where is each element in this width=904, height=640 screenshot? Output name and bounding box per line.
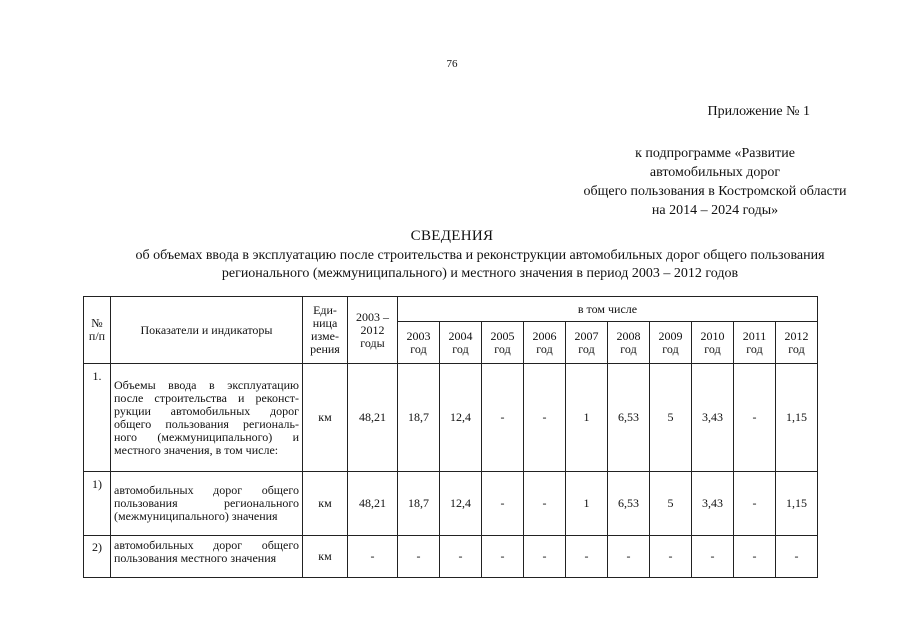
table-header-row: [84, 297, 818, 322]
row-year-value: 5: [650, 472, 692, 536]
data-table: [83, 296, 818, 578]
row-year-value: -: [608, 536, 650, 578]
row-year-value: -: [482, 536, 524, 578]
document-heading: СВЕДЕНИЯ: [410, 228, 494, 244]
appendix-subtitle-line: автомобильных дорог: [649, 165, 781, 180]
row-year-value: 18,7: [398, 364, 440, 472]
row-total: 48,21: [348, 364, 398, 472]
row-year-value: -: [524, 536, 566, 578]
row-unit: км: [303, 364, 348, 472]
row-year-value: 18,7: [398, 472, 440, 536]
table-row: [84, 536, 818, 578]
row-year-value: 1: [566, 364, 608, 472]
row-year-value: -: [482, 472, 524, 536]
row-year-value: -: [482, 364, 524, 472]
appendix-subtitle-line: к подпрограмме «Развитие: [635, 146, 795, 161]
row-total: -: [348, 536, 398, 578]
subheading-line: регионального (межмуниципального) и местного значения в период 2003 – 2012 годов: [221, 266, 739, 281]
row-year-value: -: [692, 536, 734, 578]
row-year-value: -: [566, 536, 608, 578]
header-indicator: Показатели и индикаторы: [111, 297, 303, 364]
row-year-value: 12,4: [440, 364, 482, 472]
header-num: № п/п: [84, 297, 111, 364]
row-year-value: 3,43: [692, 364, 734, 472]
row-year-value: 1,15: [776, 472, 818, 536]
table-row: [84, 472, 818, 536]
row-year-value: -: [398, 536, 440, 578]
row-year-value: 12,4: [440, 472, 482, 536]
row-indicator: Объемы ввода в эксплуатацию после строительства и реконст-рукции автомобильных дорог общего пользования региональ-ного (межмуниципального) и местного значения, в том числе:: [111, 364, 303, 472]
row-year-value: 3,43: [692, 472, 734, 536]
row-unit: км: [303, 536, 348, 578]
header-unit: Еди-ница изме-рения: [303, 297, 348, 364]
row-year-value: -: [524, 364, 566, 472]
subheading-line: об объемах ввода в эксплуатацию после строительства и реконструкции автомобильных дорог общего пользования: [135, 248, 825, 263]
header-year: 2012 год: [776, 322, 818, 364]
header-year: 2004 год: [440, 322, 482, 364]
row-year-value: 6,53: [608, 472, 650, 536]
appendix-title: Приложение № 1: [707, 104, 810, 119]
appendix-subtitle: [560, 144, 870, 220]
header-year: 2008 год: [608, 322, 650, 364]
row-year-value: 6,53: [608, 364, 650, 472]
row-num: 1): [84, 472, 111, 536]
row-indicator: автомобильных дорог общего пользования регионального (межмуниципального) значения: [111, 472, 303, 536]
row-indicator: автомобильных дорог общего пользования местного значения: [111, 536, 303, 578]
document-subheading: [60, 247, 900, 283]
header-year: 2007 год: [566, 322, 608, 364]
row-year-value: -: [734, 472, 776, 536]
row-num: 1.: [84, 364, 111, 472]
row-year-value: 5: [650, 364, 692, 472]
page-number: 76: [446, 58, 458, 70]
header-year: 2011 год: [734, 322, 776, 364]
header-total: 2003 – 2012 годы: [348, 297, 398, 364]
row-year-value: -: [776, 536, 818, 578]
row-num: 2): [84, 536, 111, 578]
header-year: 2010 год: [692, 322, 734, 364]
appendix-subtitle-line: общего пользования в Костромской области: [583, 184, 847, 199]
row-year-value: -: [734, 364, 776, 472]
row-total: 48,21: [348, 472, 398, 536]
header-year: 2003 год: [398, 322, 440, 364]
row-unit: км: [303, 472, 348, 536]
row-year-value: -: [440, 536, 482, 578]
row-year-value: 1,15: [776, 364, 818, 472]
header-year: 2005 год: [482, 322, 524, 364]
appendix-subtitle-line: на 2014 – 2024 годы»: [651, 203, 779, 218]
header-year: 2006 год: [524, 322, 566, 364]
row-year-value: -: [650, 536, 692, 578]
table-row: [84, 364, 818, 472]
header-group: в том числе: [398, 297, 818, 322]
row-year-value: -: [734, 536, 776, 578]
row-year-value: -: [524, 472, 566, 536]
row-year-value: 1: [566, 472, 608, 536]
header-year: 2009 год: [650, 322, 692, 364]
